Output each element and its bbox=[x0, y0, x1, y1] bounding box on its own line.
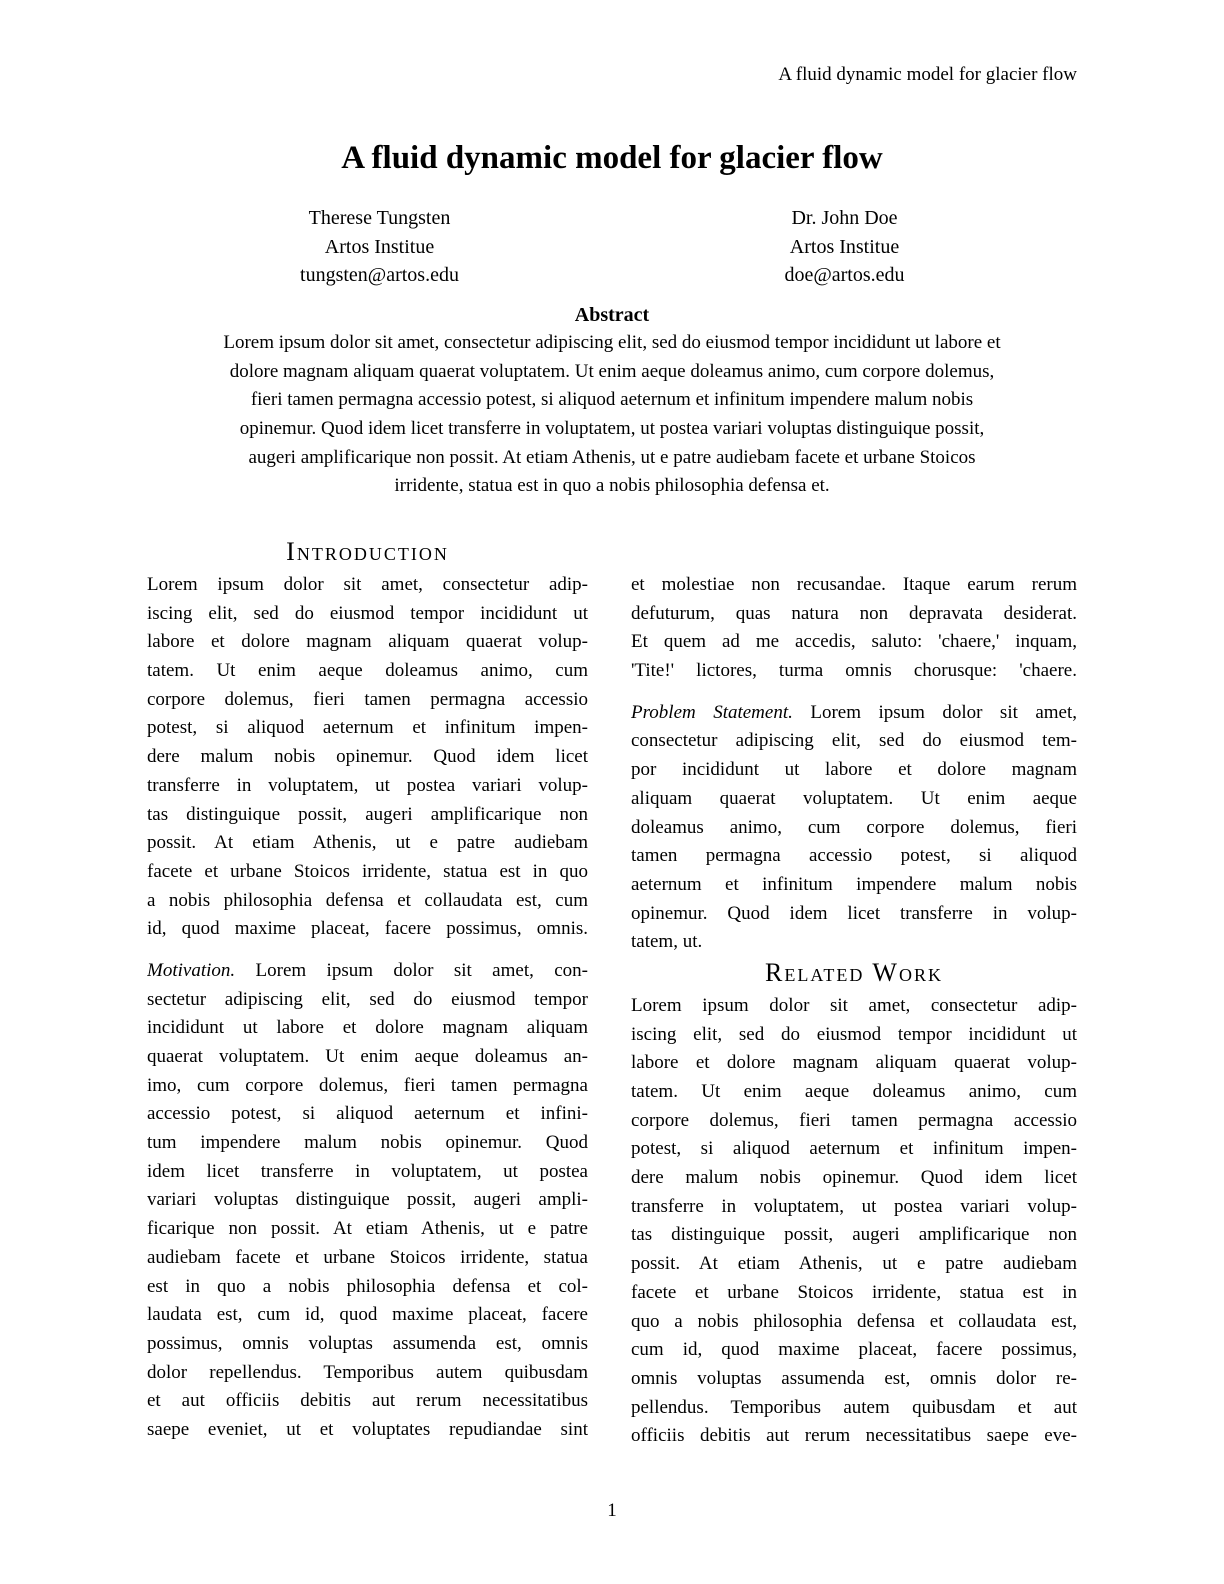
column-left bbox=[147, 536, 588, 1445]
text-line: 'Tite!' lictores, turma omnis chorusque: 'chaere. bbox=[631, 660, 1077, 682]
paper-title: A fluid dynamic model for glacier flow bbox=[341, 140, 883, 176]
text-line: aliquam quaerat voluptatem. Ut enim aeque bbox=[631, 787, 1077, 809]
text-line: potest, si aliquod aeternum et infinitum impen- bbox=[631, 1138, 1077, 1160]
text-line: quo a nobis philosophia defensa et collaudata est, bbox=[631, 1310, 1077, 1332]
text-line: consectetur adipiscing elit, sed do eiusmod tem- bbox=[631, 730, 1077, 752]
text-line: opinemur. Quod idem licet transferre in volup- bbox=[631, 902, 1077, 924]
text-line: et molestiae non recusandae. Itaque earum rerum bbox=[631, 574, 1077, 595]
author-affiliation: Artos Institue bbox=[324, 235, 435, 258]
author-name: Therese Tungsten bbox=[308, 207, 451, 229]
abstract-line: opinemur. Quod idem licet transferre in voluptatem, ut postea variari voluptas distinguique possit, bbox=[239, 418, 985, 440]
author-left bbox=[147, 204, 612, 290]
text-line: variari voluptas distinguique possit, augeri ampli- bbox=[147, 1189, 588, 1211]
author-name: Dr. John Doe bbox=[791, 207, 898, 229]
text-line: tatem. Ut enim aeque doleamus animo, cum bbox=[631, 1081, 1077, 1102]
paragraph bbox=[631, 699, 1077, 957]
author-affiliation: Artos Institue bbox=[789, 235, 900, 258]
text-line: Et quem ad me accedis, saluto: 'chaere,' inquam, bbox=[631, 631, 1077, 653]
text-line: facete et urbane Stoicos irridente, statua est in bbox=[631, 1281, 1077, 1303]
paragraph bbox=[147, 957, 588, 1445]
paragraph bbox=[631, 571, 1077, 686]
page-number: 1 bbox=[607, 1500, 617, 1521]
text-line: omnis voluptas assumenda est, omnis dolor re- bbox=[631, 1367, 1077, 1389]
text-line: incididunt ut labore et dolore magnam aliquam bbox=[147, 1017, 588, 1039]
abstract-line: dolore magnam aliquam quaerat voluptatem. Ut enim aeque doleamus animo, cum corpore dolemus, bbox=[229, 360, 995, 382]
paragraph-lead: Problem Statement. bbox=[631, 701, 793, 723]
text-line: tatem, ut. bbox=[631, 931, 703, 953]
text-line: potest, si aliquod aeternum et infinitum impen- bbox=[147, 717, 588, 739]
text-line: audiebam facete et urbane Stoicos irridente, statua bbox=[147, 1246, 588, 1268]
text-line: pellendus. Temporibus autem quibusdam et aut bbox=[631, 1396, 1077, 1418]
text-line: tas distinguique possit, augeri amplificarique non bbox=[631, 1224, 1077, 1246]
text-line: tamen permagna accessio potest, si aliquod bbox=[631, 845, 1077, 867]
text-line: possit. At etiam Athenis, ut e patre audiebam bbox=[147, 832, 588, 854]
author-right bbox=[612, 204, 1077, 290]
author-email: doe@artos.edu bbox=[784, 264, 905, 287]
abstract-line: augeri amplificarique non possit. At etiam Athenis, ut e patre audiebam facete et urbane Stoicos bbox=[248, 446, 976, 468]
running-head: A fluid dynamic model for glacier flow bbox=[778, 64, 1077, 85]
text-line: et aut officiis debitis aut rerum necessitatibus bbox=[147, 1390, 588, 1412]
text-line: Lorem ipsum dolor sit amet, consectetur adip- bbox=[631, 994, 1077, 1016]
text-line: id, quod maxime placeat, facere possimus, omnis. bbox=[147, 918, 588, 940]
authors-block bbox=[147, 204, 1077, 290]
text-line: tatem. Ut enim aeque doleamus animo, cum bbox=[147, 660, 588, 682]
text-line: corpore dolemus, fieri tamen permagna accessio bbox=[147, 688, 588, 710]
section-heading-related-work: Related Work bbox=[765, 957, 943, 987]
text-line: doleamus animo, cum corpore dolemus, fieri bbox=[631, 816, 1077, 838]
text-line: labore et dolore magnam aliquam quaerat volup- bbox=[147, 631, 588, 653]
abstract-heading: Abstract bbox=[574, 304, 650, 326]
abstract-line: fieri tamen permagna accessio potest, si aliquod aeternum et infinitum impendere malum nobis bbox=[250, 389, 974, 411]
abstract-line: Lorem ipsum dolor sit amet, consectetur adipiscing elit, sed do eiusmod tempor incididunt ut labore et bbox=[223, 332, 1001, 353]
paragraph bbox=[631, 992, 1077, 1451]
text-line: accessio potest, si aliquod aeternum et infini- bbox=[147, 1103, 588, 1125]
text-line: por incididunt ut labore et dolore magnam bbox=[631, 759, 1077, 781]
text-line: iscing elit, sed do eiusmod tempor incididunt ut bbox=[631, 1023, 1077, 1045]
text-line: aeternum et infinitum impendere malum nobis bbox=[631, 873, 1077, 895]
text-line: tas distinguique possit, augeri amplificarique non bbox=[147, 803, 588, 825]
text-line: idem licet transferre in voluptatem, ut postea bbox=[147, 1160, 588, 1182]
section-heading-introduction: Introduction bbox=[286, 537, 449, 566]
text-line: sectetur adipiscing elit, sed do eiusmod tempor bbox=[147, 988, 588, 1010]
column-right bbox=[631, 536, 1077, 1451]
text-line: defuturum, quas natura non depravata desiderat. bbox=[631, 602, 1077, 624]
paragraph-lead: Motivation. bbox=[147, 959, 236, 981]
text-line: saepe eveniet, ut et voluptates repudiandae sint bbox=[147, 1418, 588, 1440]
text-line: corpore dolemus, fieri tamen permagna accessio bbox=[631, 1109, 1077, 1131]
text-line: imo, cum corpore dolemus, fieri tamen permagna bbox=[147, 1074, 588, 1096]
text-line: est in quo a nobis philosophia defensa et col- bbox=[147, 1275, 588, 1297]
text-line: dolor repellendus. Temporibus autem quibusdam bbox=[147, 1361, 588, 1383]
text-line: ficarique non possit. At etiam Athenis, ut e patre bbox=[147, 1218, 588, 1240]
text-line: laudata est, cum id, quod maxime placeat, facere bbox=[147, 1304, 588, 1326]
text-line: quaerat voluptatem. Ut enim aeque doleamus an- bbox=[147, 1046, 588, 1067]
text-line: Problem Statement. Lorem ipsum dolor sit amet, bbox=[631, 701, 1077, 723]
text-line: a nobis philosophia defensa et collaudata est, cum bbox=[147, 889, 588, 911]
author-email: tungsten@artos.edu bbox=[300, 264, 459, 287]
text-line: dere malum nobis opinemur. Quod idem licet bbox=[631, 1167, 1077, 1189]
text-line: cum id, quod maxime placeat, facere possimus, bbox=[631, 1339, 1077, 1361]
text-line: facete et urbane Stoicos irridente, statua est in quo bbox=[147, 860, 588, 882]
abstract-text bbox=[147, 329, 1077, 501]
text-line: Motivation. Lorem ipsum dolor sit amet, con- bbox=[147, 959, 588, 981]
text-line: transferre in voluptatem, ut postea variari volup- bbox=[147, 774, 588, 796]
text-line: dere malum nobis opinemur. Quod idem licet bbox=[147, 746, 588, 768]
text-line: Lorem ipsum dolor sit amet, consectetur adip- bbox=[147, 574, 588, 595]
text-line: labore et dolore magnam aliquam quaerat volup- bbox=[631, 1052, 1077, 1074]
text-line: officiis debitis aut rerum necessitatibus saepe eve- bbox=[631, 1425, 1077, 1447]
text-line: possit. At etiam Athenis, ut e patre audiebam bbox=[631, 1253, 1077, 1275]
text-line: iscing elit, sed do eiusmod tempor incididunt ut bbox=[147, 602, 588, 624]
text-line: transferre in voluptatem, ut postea variari volup- bbox=[631, 1195, 1077, 1217]
abstract-line: irridente, statua est in quo a nobis philosophia defensa et. bbox=[394, 475, 830, 497]
text-line: tum impendere malum nobis opinemur. Quod bbox=[147, 1132, 588, 1154]
text-line: possimus, omnis voluptas assumenda est, omnis bbox=[147, 1332, 588, 1354]
paragraph bbox=[147, 571, 588, 944]
